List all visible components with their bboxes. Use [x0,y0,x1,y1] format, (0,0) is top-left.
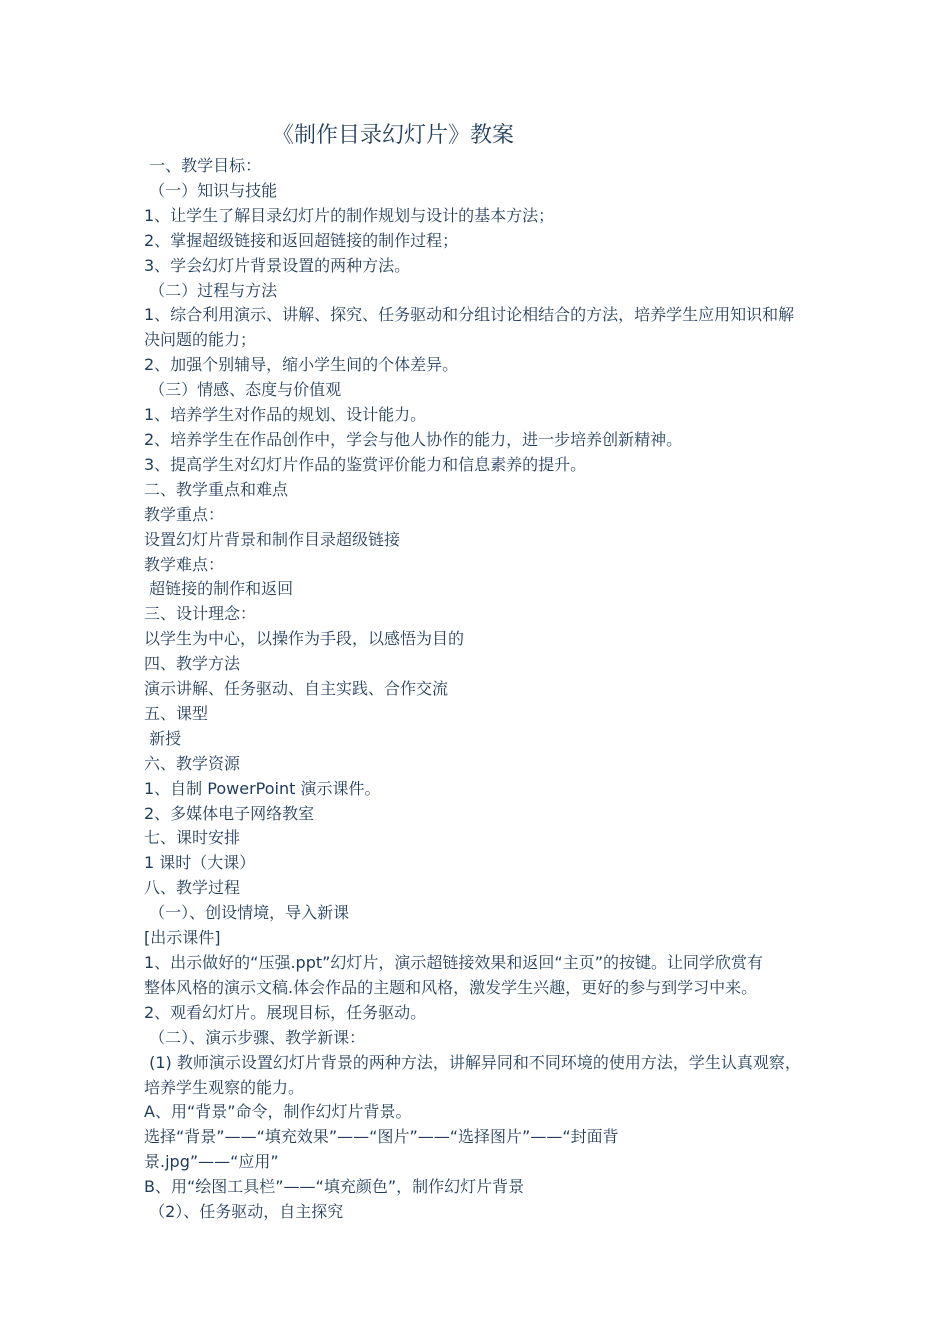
document-title: 《制作目录幻灯片》教案 [272,123,515,148]
document-page [144,118,824,1225]
document-line: 2、观看幻灯片。展现目标，任务驱动。 [144,1002,427,1022]
document-line: [出示课件] [144,928,221,948]
document-line: （2）、任务驱动，自主探究 [144,1202,344,1222]
document-line: 教学难点： [144,554,225,574]
document-line: 八、教学过程 [144,878,241,898]
document-line: 1、综合利用演示、讲解、探究、任务驱动和分组讨论相结合的方法，培养学生应用知识和解 [144,305,795,325]
document-line: 演示讲解、任务驱动、自主实践、合作交流 [144,679,449,699]
document-line: B、用“绘图工具栏”——“填充颜色”，制作幻灯片背景 [144,1177,525,1197]
document-line: 1、让学生了解目录幻灯片的制作规划与设计的基本方法； [144,205,555,225]
document-line: 培养学生观察的能力。 [144,1077,305,1097]
document-line: 七、课时安排 [144,828,241,848]
document-line: （二）过程与方法 [144,280,278,300]
document-line: 1、培养学生对作品的规划、设计能力。 [144,405,427,425]
document-line: 决问题的能力； [144,330,257,350]
document-line: 选择“背景”——“填充效果”——“图片”——“选择图片”——“封面背 [144,1127,619,1147]
document-line: 五、课型 [144,703,209,723]
document-line: 2、加强个别辅导，缩小学生间的个体差异。 [144,355,459,375]
document-line: 三、设计理念： [144,604,257,624]
document-line: 四、教学方法 [144,654,241,674]
document-line: 一、教学目标： [144,156,262,175]
document-line: 新授 [144,728,182,748]
document-line: 1 课时（大课） [144,853,256,873]
document-line: 六、教学资源 [144,753,241,773]
document-line: （一）知识与技能 [144,180,278,200]
document-line: 1、自制 PowerPoint 演示课件。 [144,778,381,798]
document-line: 2、多媒体电子网络教室 [144,803,315,823]
document-line: 超链接的制作和返回 [144,579,294,599]
document-line: 2、培养学生在作品创作中，学会与他人协作的能力，进一步培养创新精神。 [144,429,683,449]
document-line: 以学生为中心，以操作为手段，以感悟为目的 [144,629,465,649]
document-line: （一）、创设情境，导入新课 [144,903,350,923]
document-line: 2、掌握超级链接和返回超链接的制作过程； [144,230,459,250]
document-line: 二、教学重点和难点 [144,479,289,499]
document-line: 3、学会幻灯片背景设置的两种方法。 [144,255,411,275]
document-line: 教学重点： [144,504,225,524]
document-line: （二）、演示步骤、教学新课： [144,1027,366,1047]
document-line: 3、提高学生对幻灯片作品的鉴赏评价能力和信息素养的提升。 [144,454,587,474]
document-line: 整体风格的演示文稿.体会作品的主题和风格，激发学生兴趣，更好的参与到学习中来。 [144,977,758,997]
document-line: （三）情感、态度与价值观 [144,380,342,400]
document-body [144,154,824,1225]
document-line: 1、出示做好的“压强.ppt”幻灯片，演示超链接效果和返回“主页”的按键。让同学欣赏有 [144,953,764,972]
document-line: A、用“背景”命令，制作幻灯片背景。 [144,1102,412,1122]
document-line: (1) 教师演示设置幻灯片背景的两种方法，讲解异同和不同环境的使用方法，学生认真观察， [144,1052,801,1072]
document-line: 景.jpg”——“应用” [144,1152,279,1172]
document-line: 设置幻灯片背景和制作目录超级链接 [144,529,401,549]
